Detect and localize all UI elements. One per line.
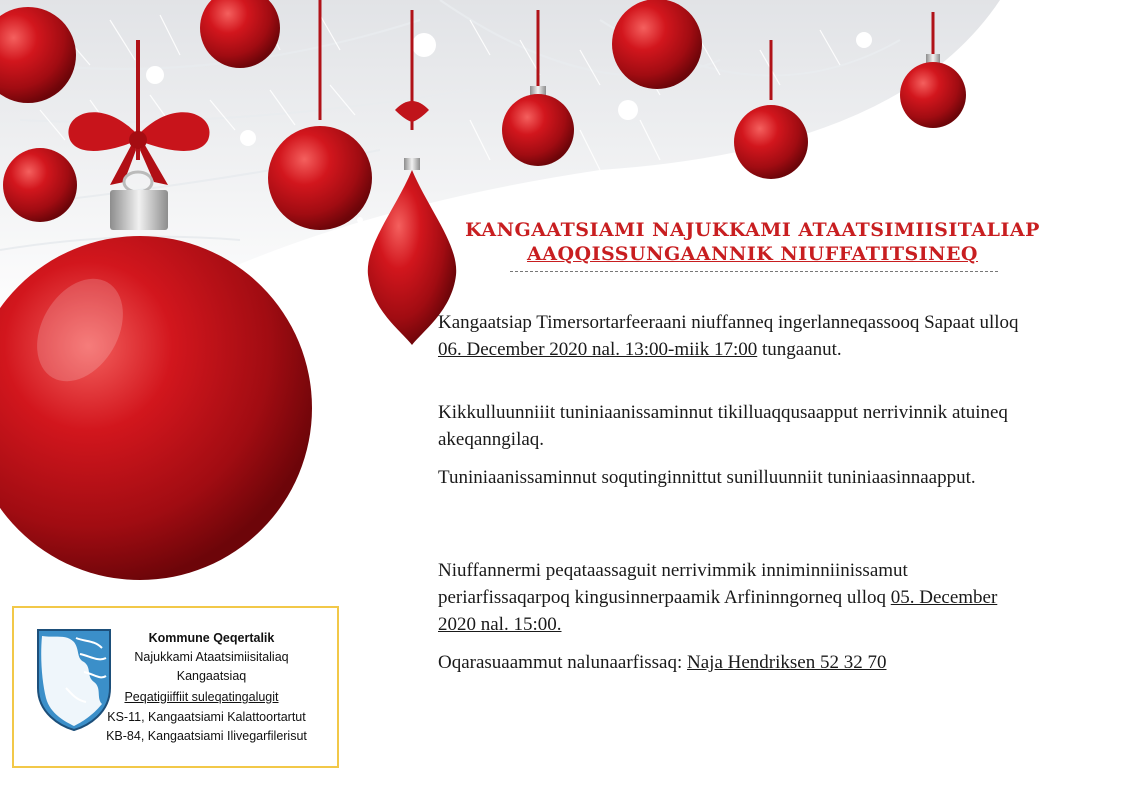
bauble-left [3,148,77,222]
booking-deadline: 05. December 2020 nal. 15:00. [438,587,998,635]
partner-kb84: KB-84, Kangaatsiami Ilivegarfilerisut [106,729,307,743]
org-town: Kangaatsiaq [176,669,247,683]
partner-ks11: KS-11, Kangaatsiami Kalattoortartut [107,710,306,724]
bauble-upper-right [612,0,702,89]
event-title [440,218,1065,266]
org-committee: Najukkami Ataatsimiisitaliaq [134,650,289,664]
partners-heading: Peqatigiiffiit suleqatingalugit [124,690,279,704]
paragraph-welcome: Kikkulluunniiit tuniniaanissaminnut tikilluaqqusaapput nerrivinnik atuineq akeqanngilaq. [438,402,1008,450]
org-name: Kommune Qeqertalik [148,631,275,645]
event-date: 06. December 2020 nal. 13:00-miik 17:00 [438,339,758,360]
title-line-2: AAQQISSUNGAANNIK NIUFFATITSINEQ [527,243,978,265]
p1-text-b: tungaanut. [757,339,842,360]
paragraph-booking [438,557,1038,638]
title-divider [510,271,998,272]
contact-label: Oqarasuaammut nalunaarfissaq: [438,652,688,673]
p4-text-a: Niuffannermi peqataassaguit nerrivimmik inniminniinissamut periarfissaqarpoq kingusinnerpaamik Arfininngorneq ulloq [438,560,908,608]
organizer-box [12,606,339,768]
contact-name-phone: Naja Hendriksen 52 32 70 [687,652,887,673]
paragraph-sellers: Tuniniaanissaminnut soqutinginnittut sunilluunniit tuniniaasinnaapput. [438,467,976,488]
title-line-1: KANGAATSIAMI NAJUKKAMI ATAATSIMIISITALIAP [465,219,1040,241]
p1-text-a: Kangaatsiap Timersortarfeeraani niuffanneq ingerlanneqassooq Sapaat ulloq [438,312,1019,333]
paragraph-contact [438,649,1038,676]
paragraph-event-info [438,309,1038,363]
